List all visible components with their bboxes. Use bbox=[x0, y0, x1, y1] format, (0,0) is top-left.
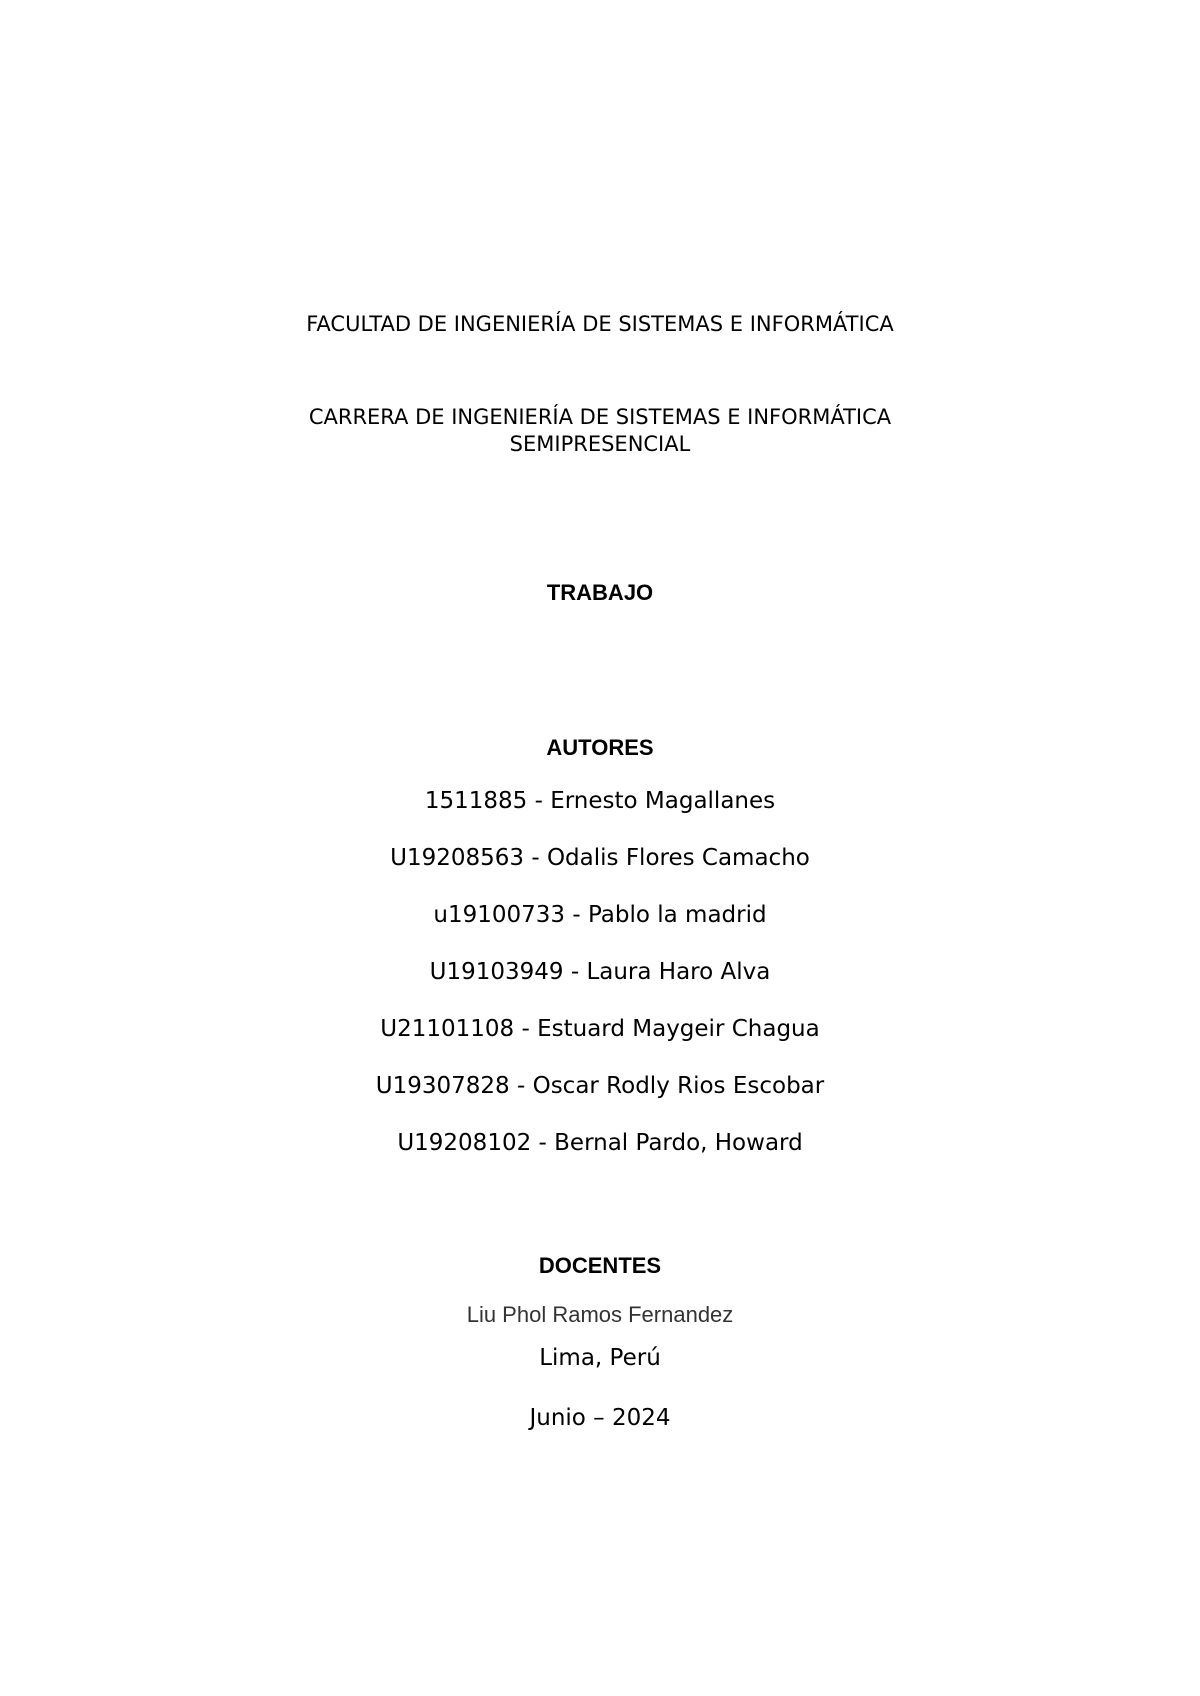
author-item: U19208563 - Odalis Flores Camacho bbox=[390, 845, 810, 871]
date: Junio – 2024 bbox=[529, 1405, 671, 1431]
faculty-title: FACULTAD DE INGENIERÍA DE SISTEMAS E INFORMÁTICA bbox=[306, 312, 894, 336]
author-item: u19100733 - Pablo la madrid bbox=[433, 902, 767, 928]
work-title: TRABAJO bbox=[546, 580, 654, 605]
career-title-line2: SEMIPRESENCIAL bbox=[509, 432, 691, 456]
author-item: U19103949 - Laura Haro Alva bbox=[429, 959, 771, 985]
author-item: U19208102 - Bernal Pardo, Howard bbox=[397, 1130, 803, 1156]
author-item: 1511885 - Ernesto Magallanes bbox=[424, 788, 776, 814]
teacher-name: Liu Phol Ramos Fernandez bbox=[466, 1302, 734, 1327]
author-item: U19307828 - Oscar Rodly Rios Escobar bbox=[375, 1073, 825, 1099]
authors-heading: AUTORES bbox=[546, 735, 654, 760]
career-title-line1: CARRERA DE INGENIERÍA DE SISTEMAS E INFORMÁTICA bbox=[308, 405, 892, 429]
location: Lima, Perú bbox=[539, 1345, 661, 1371]
author-item: U21101108 - Estuard Maygeir Chagua bbox=[380, 1016, 820, 1042]
teachers-heading: DOCENTES bbox=[538, 1253, 662, 1278]
